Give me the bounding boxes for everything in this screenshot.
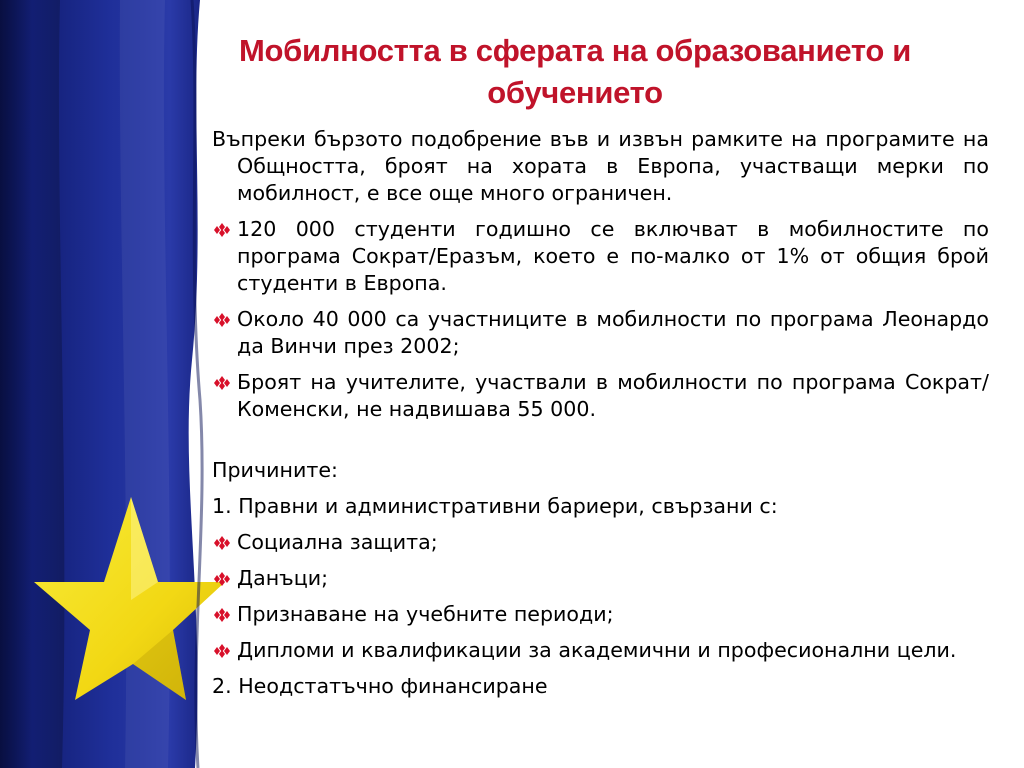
- diamond-bullet-icon: [213, 312, 231, 328]
- list-item: [212, 601, 989, 628]
- list-item: [212, 529, 989, 556]
- list-item: [212, 565, 989, 592]
- spacer: [212, 432, 989, 457]
- list-item-text: Признаване на учебните периоди;: [237, 602, 614, 626]
- list-item-text: Около 40 000 са участниците в мобилности по програма Леонардо да Винчи през 2002;: [237, 307, 989, 358]
- list-item-text: Социална защита;: [237, 530, 438, 554]
- list-item: [212, 637, 989, 664]
- list-item: [212, 216, 989, 297]
- list-item: [212, 306, 989, 360]
- diamond-bullet-icon: [213, 222, 231, 238]
- list-item-text: 120 000 студенти годишно се включват в мобилностите по програма Сократ/Еразъм, което е по-малко от 1% от общия брой студенти в Европа.: [237, 217, 989, 295]
- diamond-bullet-icon: [213, 643, 231, 659]
- diamond-bullet-icon: [213, 375, 231, 391]
- diamond-bullet-icon: [213, 535, 231, 551]
- diamond-bullet-icon: [213, 571, 231, 587]
- list-item-text: Данъци;: [237, 566, 329, 590]
- cause-1: 1. Правни и административни бариери, свързани с:: [212, 494, 778, 518]
- diamond-bullet-icon: [213, 607, 231, 623]
- list-item: [212, 369, 989, 423]
- intro-paragraph: Въпреки бързото подобрение във и извън рамките на програмите на Общността, броят на хората в Европа, участващи мерки по мобилност, е все още много ограничен.: [212, 127, 989, 205]
- list-item-text: Броят на учителите, участвали в мобилности по програма Сократ/Коменски, не надвишава 55 000.: [237, 370, 989, 421]
- list-item-text: Дипломи и квалификации за академични и професионални цели.: [237, 638, 957, 662]
- slide-body: [212, 126, 989, 709]
- cause-2: 2. Неодстатъчно финансиране: [212, 674, 548, 698]
- slide-title: Мобилността в сферата на образованието и обучението: [238, 33, 912, 110]
- causes-heading: Причините:: [212, 458, 338, 482]
